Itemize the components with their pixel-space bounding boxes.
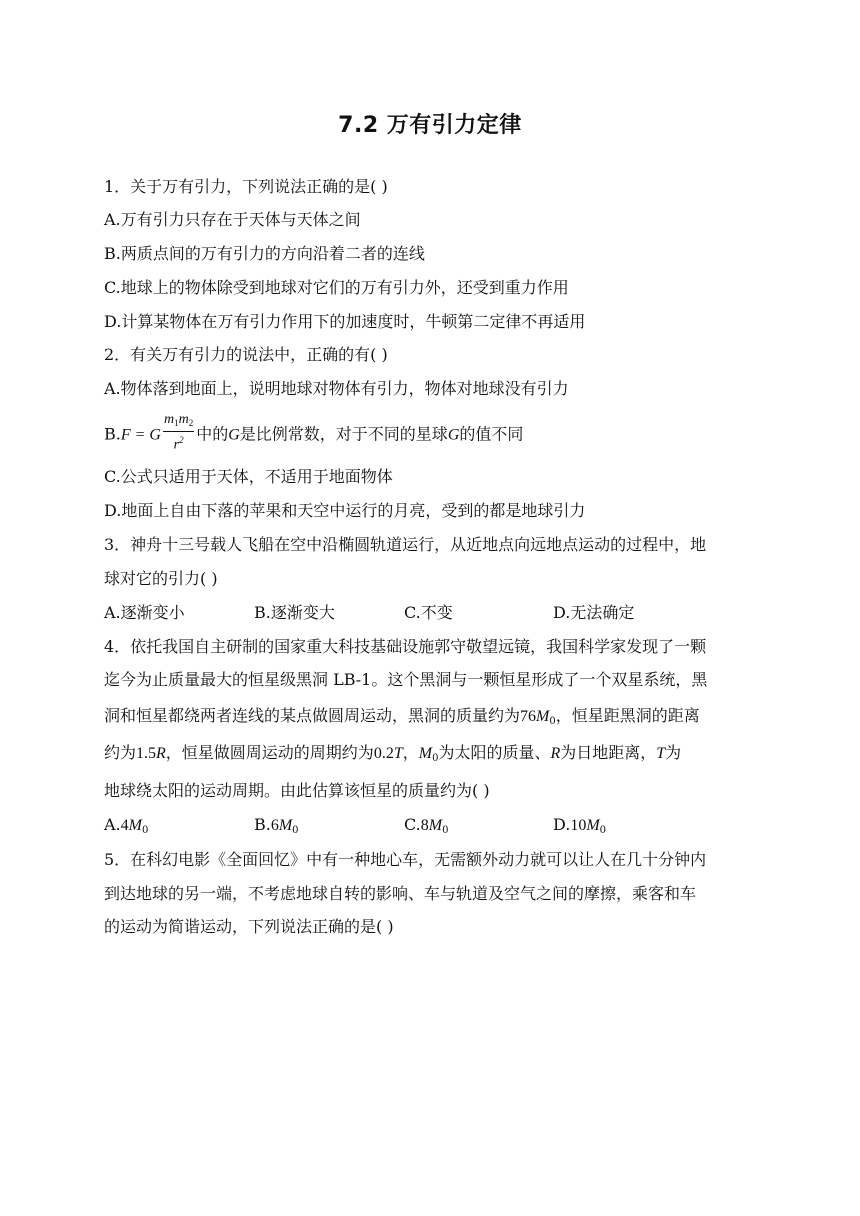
q5-line2: 到达地球的另一端，不考虑地球自转的影响、车与轨道及空气之间的摩擦，乘客和车 (104, 884, 697, 903)
q2-option-b-text3: 的值不同 (459, 424, 524, 444)
q1-option-d: D.计算某物体在万有引力作用下的加速度时，牛顿第二定律不再适用 (104, 312, 586, 331)
q2-symbol-g2: G (447, 426, 460, 444)
q4-line4: 约为1.5R，恒星做圆周运动的周期约为0.2T，$M_0$为太阳的质量、R为日地距离，T为 (104, 743, 682, 764)
q2-formula-denominator: $r^2$ (173, 435, 184, 453)
q2-option-b-prefix: B. (104, 424, 121, 444)
q2-option-d: D.地面上自由下落的苹果和天空中运行的月亮，受到的都是地球引力 (104, 501, 586, 520)
q2-formula-fraction (163, 412, 194, 454)
q2-option-a: A.物体落到地面上，说明地球对物体有引力，物体对地球没有引力 (104, 379, 569, 398)
q3-stem-line2: 球对它的引力( ) (104, 569, 218, 588)
q4-option-d: $D.10M_0$ (553, 815, 607, 836)
q2-stem: 2．有关万有引力的说法中，正确的有( ) (104, 345, 388, 364)
q1-option-b: B.两质点间的万有引力的方向沿着二者的连线 (104, 244, 425, 263)
q3-option-a: A.逐渐变小 (104, 603, 185, 622)
q3-option-c: C.不变 (404, 603, 453, 622)
q2-symbol-g1: G (228, 426, 240, 444)
q4-option-c: $C.8M_0$ (404, 815, 449, 836)
q4-line3: 洞和恒星都绕两者连线的某点做圆周运动，黑洞的质量约为$76M_0$，恒星距黑洞的距离 (104, 706, 700, 727)
q2-option-c: C.公式只适用于天体，不适用于地面物体 (104, 467, 393, 486)
q5-line3: 的运动为简谐运动，下列说法正确的是( ) (104, 917, 394, 936)
q2-option-b-text1: 中的 (196, 424, 229, 444)
q1-option-c: C.地球上的物体除受到地球对它们的万有引力外，还受到重力作用 (104, 278, 569, 297)
q2-option-b (104, 414, 523, 456)
q3-option-d: D.无法确定 (553, 603, 635, 622)
q2-option-b-text2: 是比例常数，对于不同的星球 (239, 424, 448, 444)
q4-line1: 4．依托我国自主研制的国家重大科技基础设施郭守敬望远镜，我国科学家发现了一颗 (104, 637, 707, 656)
q5-line1: 5．在科幻电影《全面回忆》中有一种地心车，无需额外动力就可以让人在几十分钟内 (104, 850, 707, 869)
page-title: 7.2 万有引力定律 (338, 113, 522, 138)
q3-stem-line1: 3．神舟十三号载人飞船在空中沿椭圆轨道运行，从近地点向远地点运动的过程中，地 (104, 535, 707, 554)
q3-option-b: B.逐渐变大 (254, 603, 335, 622)
q4-line5: 地球绕太阳的运动周期。由此估算该恒星的质量约为( ) (104, 781, 490, 800)
q2-formula-lhs: F = G (120, 426, 161, 444)
q1-option-a: A.万有引力只存在于天体与天体之间 (104, 210, 361, 229)
q1-stem: 1．关于万有引力，下列说法正确的是( ) (104, 177, 388, 196)
q4-line2: 迄今为止质量最大的恒星级黑洞 LB-1。这个黑洞与一颗恒星形成了一个双星系统，黑 (104, 670, 708, 689)
q2-formula-numerator: $m_1m_2$ (163, 412, 194, 432)
q4-option-a: $A.4M_0$ (104, 815, 149, 836)
q4-option-b: $B.6M_0$ (254, 815, 299, 836)
